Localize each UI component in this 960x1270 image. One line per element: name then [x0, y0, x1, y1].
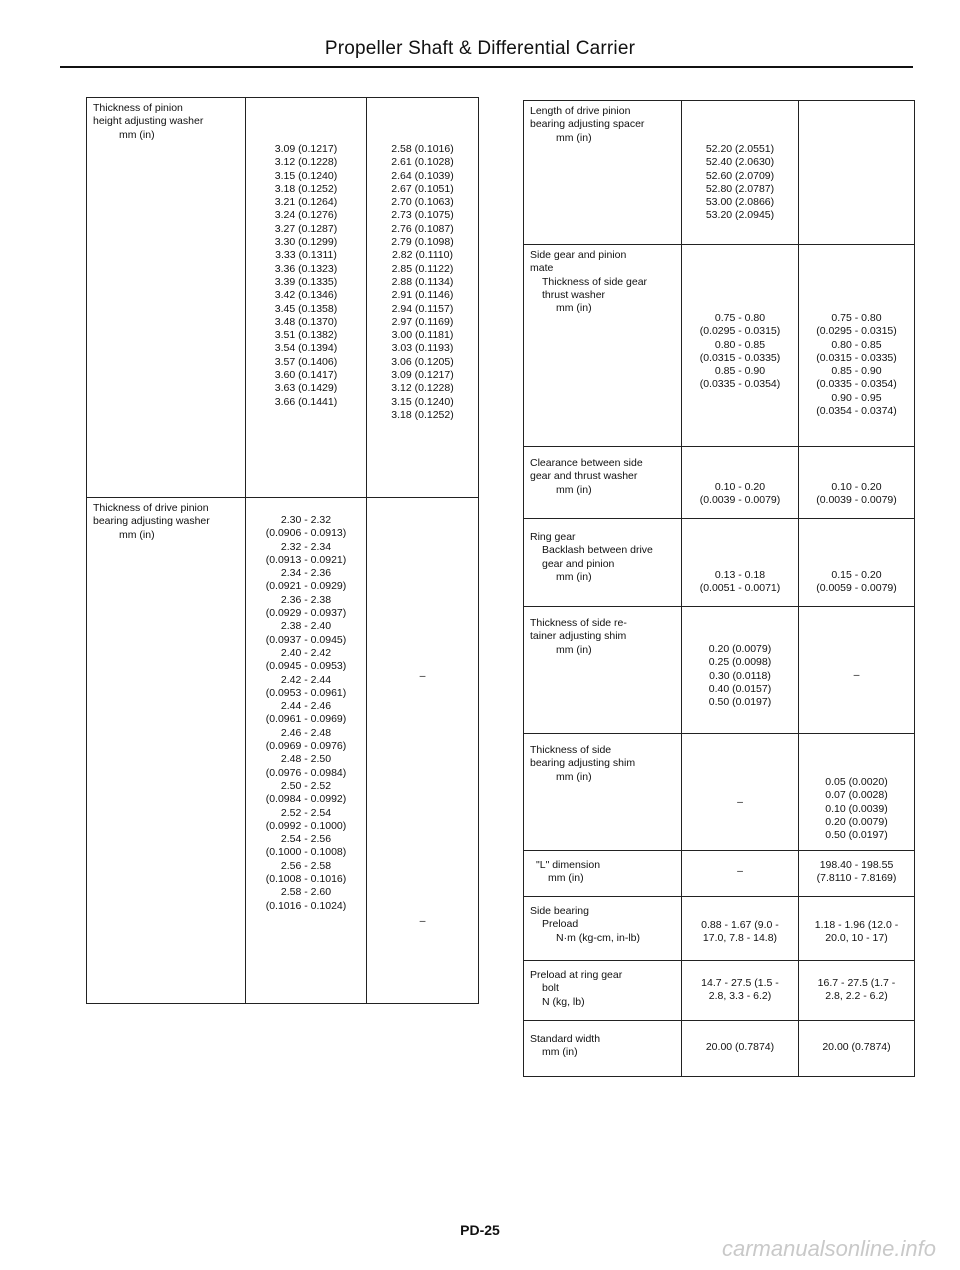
- carrier-spec-table: [523, 100, 915, 1077]
- spec-values: 52.20 (2.0551) 52.40 (2.0630) 52.60 (2.0709) 52.80 (2.0787) 53.00 (2.0866) 53.20 (2.0945): [682, 101, 799, 245]
- table-row: [524, 607, 915, 734]
- header-rule: [60, 66, 913, 68]
- table-row: [87, 98, 479, 498]
- watermark: carmanualsonline.info: [721, 1236, 936, 1261]
- spec-label: Thickness of side bearing adjusting shim mm (in): [524, 734, 682, 851]
- table-row: [524, 245, 915, 447]
- table-row: [87, 498, 479, 1004]
- spec-values: 20.00 (0.7874): [799, 1021, 915, 1077]
- table-row: [524, 961, 915, 1021]
- spec-values: 0.13 - 0.18 (0.0051 - 0.0071): [682, 519, 799, 607]
- page-title: Propeller Shaft & Differential Carrier: [324, 38, 636, 59]
- page-number: PD-25: [460, 1222, 500, 1238]
- spec-values: 3.09 (0.1217) 3.12 (0.1228) 3.15 (0.1240) 3.18 (0.1252) 3.21 (0.1264) 3.24 (0.1276) 3.27 (0.1287) 3.30 (0.1299) 3.33 (0.1311) 3.36 (0.1323) 3.39 (0.1335) 3.42 (0.1346) 3.45 (0.1358) 3.48 (0.1370) 3.51 (0.1382) 3.54 (0.1394) 3.57 (0.1406) 3.60 (0.1417) 3.63 (0.1429) 3.66 (0.1441): [246, 98, 367, 498]
- spec-label: Standard width mm (in): [524, 1021, 682, 1077]
- pinion-washer-spec-table: [86, 97, 479, 1004]
- spec-values: 0.15 - 0.20 (0.0059 - 0.0079): [799, 519, 915, 607]
- spec-label: Thickness of pinion height adjusting washer mm (in): [87, 98, 246, 498]
- spec-values: 0.05 (0.0020) 0.07 (0.0028) 0.10 (0.0039) 0.20 (0.0079) 0.50 (0.0197): [799, 734, 915, 851]
- spec-values: 2.30 - 2.32 (0.0906 - 0.0913) 2.32 - 2.34 (0.0913 - 0.0921) 2.34 - 2.36 (0.0921 - 0.0929) 2.36 - 2.38 (0.0929 - 0.0937) 2.38 - 2.40 (0.0937 - 0.0945) 2.40 - 2.42 (0.0945 - 0.0953) 2.42 - 2.44 (0.0953 - 0.0961) 2.44 - 2.46 (0.0961 - 0.0969) 2.46 - 2.48 (0.0969 - 0.0976) 2.48 - 2.50 (0.0976 - 0.0984) 2.50 - 2.52 (0.0984 - 0.0992) 2.52 - 2.54 (0.0992 - 0.1000) 2.54 - 2.56 (0.1000 - 0.1008) 2.56 - 2.58 (0.1008 - 0.1016) 2.58 - 2.60 (0.1016 - 0.1024): [246, 498, 367, 1004]
- spec-label: Thickness of drive pinion bearing adjusting washer mm (in): [87, 498, 246, 1004]
- spec-values: 16.7 - 27.5 (1.7 - 2.8, 2.2 - 6.2): [799, 961, 915, 1021]
- spec-values: 20.00 (0.7874): [682, 1021, 799, 1077]
- spec-values: – –: [367, 498, 479, 1004]
- spec-values: 0.10 - 0.20 (0.0039 - 0.0079): [799, 447, 915, 519]
- spec-values: 0.75 - 0.80 (0.0295 - 0.0315) 0.80 - 0.85 (0.0315 - 0.0335) 0.85 - 0.90 (0.0335 - 0.0354) 0.90 - 0.95 (0.0354 - 0.0374): [799, 245, 915, 447]
- table-row: [524, 519, 915, 607]
- table-row: [524, 734, 915, 851]
- spec-label: Length of drive pinion bearing adjusting spacer mm (in): [524, 101, 682, 245]
- spec-values: 14.7 - 27.5 (1.5 - 2.8, 3.3 - 6.2): [682, 961, 799, 1021]
- spec-values: 0.75 - 0.80 (0.0295 - 0.0315) 0.80 - 0.85 (0.0315 - 0.0335) 0.85 - 0.90 (0.0335 - 0.0354): [682, 245, 799, 447]
- spec-values: 1.18 - 1.96 (12.0 - 20.0, 10 - 17): [799, 897, 915, 961]
- spec-values: [799, 101, 915, 245]
- table-row: [524, 447, 915, 519]
- spec-values: –: [799, 607, 915, 734]
- table-row: [524, 897, 915, 961]
- table-row: [524, 1021, 915, 1077]
- spec-label: Side gear and pinion mate Thickness of side gear thrust washer mm (in): [524, 245, 682, 447]
- spec-values: 0.88 - 1.67 (9.0 - 17.0, 7.8 - 14.8): [682, 897, 799, 961]
- spec-values: –: [682, 851, 799, 897]
- table-row: [524, 101, 915, 245]
- spec-values: 2.58 (0.1016) 2.61 (0.1028) 2.64 (0.1039) 2.67 (0.1051) 2.70 (0.1063) 2.73 (0.1075) 2.76 (0.1087) 2.79 (0.1098) 2.82 (0.1110) 2.85 (0.1122) 2.88 (0.1134) 2.91 (0.1146) 2.94 (0.1157) 2.97 (0.1169) 3.00 (0.1181) 3.03 (0.1193) 3.06 (0.1205) 3.09 (0.1217) 3.12 (0.1228) 3.15 (0.1240) 3.18 (0.1252): [367, 98, 479, 498]
- spec-values: 0.20 (0.0079) 0.25 (0.0098) 0.30 (0.0118) 0.40 (0.0157) 0.50 (0.0197): [682, 607, 799, 734]
- table-row: [524, 851, 915, 897]
- spec-label: Ring gear Backlash between drive gear and pinion mm (in): [524, 519, 682, 607]
- spec-label: Thickness of side re- tainer adjusting shim mm (in): [524, 607, 682, 734]
- spec-label: "L" dimension mm (in): [524, 851, 682, 897]
- spec-label: Preload at ring gear bolt N (kg, lb): [524, 961, 682, 1021]
- spec-values: –: [682, 734, 799, 851]
- spec-values: 198.40 - 198.55 (7.8110 - 7.8169): [799, 851, 915, 897]
- spec-label: Clearance between side gear and thrust washer mm (in): [524, 447, 682, 519]
- spec-values: 0.10 - 0.20 (0.0039 - 0.0079): [682, 447, 799, 519]
- spec-label: Side bearing Preload N·m (kg-cm, in-lb): [524, 897, 682, 961]
